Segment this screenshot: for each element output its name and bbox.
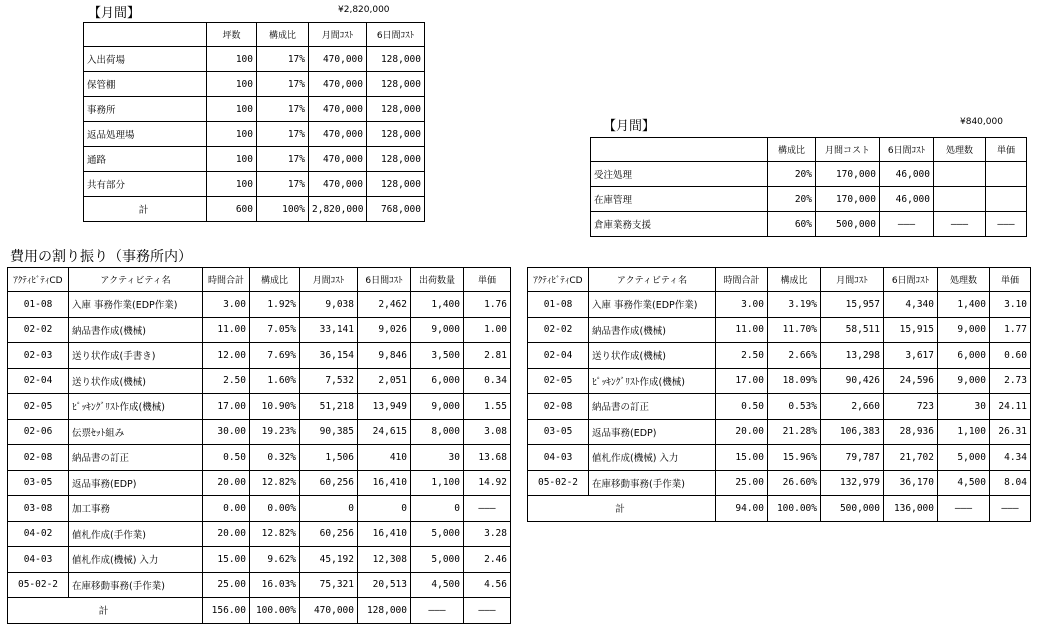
row-value: 05-02-2 [8,572,69,598]
row-value: 0.50 [203,445,250,471]
header-cell: ｱｸﾃｨﾋﾞﾃｨCD [8,268,69,292]
row-value: 13,949 [358,394,411,420]
total-label: 計 [528,496,716,522]
row-value: 20,513 [358,572,411,598]
row-value: 410 [358,445,411,471]
office-cost-table [590,137,1027,237]
row-name: 納品書の訂正 [589,394,716,420]
row-name: 値札作成(機械) 入力 [69,547,203,573]
row-value: 04-03 [8,547,69,573]
row-name: 在庫移動事務(手作業) [69,572,203,598]
row-value: 0.50 [716,394,768,420]
table-row [528,394,1031,420]
table-row [84,97,425,122]
row-value: 106,383 [821,419,884,445]
total-value: 470,000 [300,598,358,624]
header-cell: 単価 [986,138,1027,162]
row-value: 17.00 [716,368,768,394]
row-value: 12.00 [203,343,250,369]
total-value: 136,000 [884,496,938,522]
table-row [84,172,425,197]
row-value: 16.03% [250,572,300,598]
row-value: 21,702 [884,445,938,471]
row-value: 30 [411,445,464,471]
row-value: 24.11 [990,394,1031,420]
header-cell: 月間ｺｽﾄ [821,268,884,292]
row-value: 02-08 [528,394,589,420]
row-value: 0 [411,496,464,522]
row-name: 受注処理 [591,162,768,187]
row-value: 0.60 [990,343,1031,369]
row-value: 30.00 [203,419,250,445]
row-value: 8,000 [411,419,464,445]
header-cell: 構成比 [768,138,816,162]
row-value: 9,000 [938,317,990,343]
row-value: 2,660 [821,394,884,420]
table-row [8,343,511,369]
row-name: 納品書作成(機械) [589,317,716,343]
row-value: 10.90% [250,394,300,420]
row-value: 90,426 [821,368,884,394]
row-name: 入出荷場 [84,47,207,72]
row-value: 16,410 [358,521,411,547]
t2-title: 【月間】 [603,119,656,134]
row-value: 30 [938,394,990,420]
row-value: 45,192 [300,547,358,573]
row-name: 通路 [84,147,207,172]
row-value: 7,532 [300,368,358,394]
row-value: 0.00% [250,496,300,522]
row-value: 02-02 [528,317,589,343]
row-value: 25.00 [716,470,768,496]
header-cell: 6日間ｺｽﾄ [884,268,938,292]
total-value: 600 [207,197,257,222]
row-value: 20% [768,162,816,187]
table-row [84,147,425,172]
row-name: 送り状作成(機械) [589,343,716,369]
row-value: 36,154 [300,343,358,369]
row-value: 20.00 [203,470,250,496]
total-value: ——— [938,496,990,522]
header-cell: 月間ｺｽﾄ [300,268,358,292]
row-value: 90,385 [300,419,358,445]
row-value: 128,000 [367,172,425,197]
total-value: 100.00% [768,496,821,522]
row-value: 1,100 [938,419,990,445]
table-row [591,187,1027,212]
row-value: 11.00 [203,317,250,343]
table-row [8,470,511,496]
row-value: 15.96% [768,445,821,471]
row-value: 9,846 [358,343,411,369]
row-value: 9,000 [411,394,464,420]
row-value: 5,000 [411,547,464,573]
table-row [84,72,425,97]
row-value: 60,256 [300,470,358,496]
row-value: 9,026 [358,317,411,343]
row-value: 0.00 [203,496,250,522]
t1-title: 【月間】 [88,6,141,21]
row-value: 02-03 [8,343,69,369]
table-row [528,317,1031,343]
row-value: 128,000 [367,72,425,97]
table-row [8,547,511,573]
row-value: 02-02 [8,317,69,343]
header-row [591,138,1027,162]
row-value: 25.00 [203,572,250,598]
row-value: 8.04 [990,470,1031,496]
row-value: 723 [884,394,938,420]
row-value: 4.56 [464,572,511,598]
total-value: 100% [257,197,309,222]
row-value [986,162,1027,187]
row-value: 132,979 [821,470,884,496]
row-name: 事務所 [84,97,207,122]
row-value: 500,000 [816,212,880,237]
row-value: 24,596 [884,368,938,394]
table-row [528,343,1031,369]
row-value: 20.00 [203,521,250,547]
row-value: 02-06 [8,419,69,445]
row-value: 0.53% [768,394,821,420]
row-name: 値札作成(機械) 入力 [589,445,716,471]
row-value: ——— [934,212,986,237]
row-value: 28,936 [884,419,938,445]
row-value: 03-05 [8,470,69,496]
header-row [84,23,425,47]
row-value: 470,000 [309,47,367,72]
header-cell: 構成比 [257,23,309,47]
row-value: ——— [880,212,934,237]
row-value: 100 [207,172,257,197]
total-value: 156.00 [203,598,250,624]
row-value: 1.60% [250,368,300,394]
header-cell: 6日間ｺｽﾄ [367,23,425,47]
row-value: 24,615 [358,419,411,445]
row-value: 0 [358,496,411,522]
header-cell: 処理数 [934,138,986,162]
activity-table-right [527,267,1031,522]
row-value: 03-05 [528,419,589,445]
row-value: 17% [257,122,309,147]
row-value: 2.46 [464,547,511,573]
row-value: 5,000 [411,521,464,547]
row-value: 4,500 [938,470,990,496]
header-cell: アクティビティ名 [69,268,203,292]
header-cell: 坪数 [207,23,257,47]
table-row [591,212,1027,237]
row-value: 05-02-2 [528,470,589,496]
activity-table-left [7,267,511,624]
row-value: 170,000 [816,162,880,187]
row-name: 共有部分 [84,172,207,197]
row-name: 送り状作成(機械) [69,368,203,394]
row-value: 1,100 [411,470,464,496]
row-value: 2,462 [358,292,411,318]
row-value: 3,617 [884,343,938,369]
row-value: 26.31 [990,419,1031,445]
total-value: ——— [411,598,464,624]
row-value: 7.05% [250,317,300,343]
row-value: 20% [768,187,816,212]
total-row [528,496,1031,522]
header-row [8,268,511,292]
total-value: 100.00% [250,598,300,624]
row-value: 02-05 [8,394,69,420]
row-value: 3.08 [464,419,511,445]
t1-amount: ¥2,820,000 [338,5,390,15]
row-value: 02-04 [8,368,69,394]
row-name: 値札作成(手作業) [69,521,203,547]
row-value: 9,000 [411,317,464,343]
total-value: 2,820,000 [309,197,367,222]
row-value: 9,038 [300,292,358,318]
header-cell: 月間ｺｽﾄ [309,23,367,47]
header-cell [84,23,207,47]
row-value: 12.82% [250,521,300,547]
table-row [8,496,511,522]
row-value: 26.60% [768,470,821,496]
row-value: 470,000 [309,147,367,172]
row-value: 470,000 [309,72,367,97]
table-row [591,162,1027,187]
row-name: ﾋﾟｯｷﾝｸﾞﾘｽﾄ作成(機械) [69,394,203,420]
row-value: 13,298 [821,343,884,369]
row-value: 60% [768,212,816,237]
table-row [8,317,511,343]
t2-amount: ¥840,000 [960,117,1003,127]
row-value: 7.69% [250,343,300,369]
row-value: 100 [207,47,257,72]
total-value: 94.00 [716,496,768,522]
row-value: 128,000 [367,122,425,147]
header-cell: 処理数 [938,268,990,292]
row-value: 75,321 [300,572,358,598]
header-cell: 構成比 [250,268,300,292]
row-name: 納品書の訂正 [69,445,203,471]
row-value: 2.66% [768,343,821,369]
row-value: 79,787 [821,445,884,471]
row-value: 15,957 [821,292,884,318]
header-cell: 時間合計 [716,268,768,292]
row-name: 加工事務 [69,496,203,522]
header-cell: ｱｸﾃｨﾋﾞﾃｨCD [528,268,589,292]
table-row [8,292,511,318]
row-value: 100 [207,122,257,147]
table-row [8,521,511,547]
row-value: 0 [300,496,358,522]
total-value: ——— [464,598,511,624]
row-value: ——— [464,496,511,522]
row-value: 33,141 [300,317,358,343]
row-value: 2,051 [358,368,411,394]
row-value: 128,000 [367,47,425,72]
row-value: 100 [207,72,257,97]
table-row [8,419,511,445]
row-value: 18.09% [768,368,821,394]
row-value: 0.32% [250,445,300,471]
row-value [986,187,1027,212]
row-value: 1.92% [250,292,300,318]
row-value: 170,000 [816,187,880,212]
row-value: 60,256 [300,521,358,547]
row-value [934,187,986,212]
row-value: 51,218 [300,394,358,420]
row-value: 15.00 [716,445,768,471]
row-name: 伝票ｾｯﾄ組み [69,419,203,445]
row-value: 3,500 [411,343,464,369]
row-value: 1.76 [464,292,511,318]
header-cell: 単価 [464,268,511,292]
row-value: 11.00 [716,317,768,343]
row-value: 6,000 [411,368,464,394]
area-cost-table [83,22,425,222]
row-value: 21.28% [768,419,821,445]
row-value: 2.73 [990,368,1031,394]
row-value: 36,170 [884,470,938,496]
row-value: 4.34 [990,445,1031,471]
total-label: 計 [84,197,207,222]
row-value: 02-04 [528,343,589,369]
total-row [8,598,511,624]
row-value: 2.50 [203,368,250,394]
table-row [528,445,1031,471]
row-value: 17% [257,147,309,172]
header-cell: 6日間ｺｽﾄ [880,138,934,162]
row-name: 入庫 事務作業(EDP作業) [69,292,203,318]
row-value: 9,000 [938,368,990,394]
header-cell: 6日間ｺｽﾄ [358,268,411,292]
total-value: 500,000 [821,496,884,522]
row-value: 04-03 [528,445,589,471]
row-value: 58,511 [821,317,884,343]
row-name: ﾋﾟｯｷﾝｸﾞﾘｽﾄ作成(機械) [589,368,716,394]
header-row [528,268,1031,292]
row-value: 02-05 [528,368,589,394]
row-value: 5,000 [938,445,990,471]
row-name: 返品事務(EDP) [69,470,203,496]
row-value: 17% [257,47,309,72]
total-row [84,197,425,222]
row-value: 46,000 [880,187,934,212]
row-name: 返品事務(EDP) [589,419,716,445]
row-value: 100 [207,97,257,122]
section-title: 費用の割り振り（事務所内） [10,249,192,265]
total-label: 計 [8,598,203,624]
row-value: 17% [257,72,309,97]
row-value: 04-02 [8,521,69,547]
row-value: 1.55 [464,394,511,420]
row-name: 在庫移動事務(手作業) [589,470,716,496]
header-cell: 構成比 [768,268,821,292]
table-row [528,419,1031,445]
header-cell: 月間コスト [816,138,880,162]
row-value: ——— [986,212,1027,237]
row-value: 16,410 [358,470,411,496]
row-value: 01-08 [8,292,69,318]
row-value: 3.19% [768,292,821,318]
table-row [8,445,511,471]
row-value: 100 [207,147,257,172]
row-value: 15,915 [884,317,938,343]
total-value: 768,000 [367,197,425,222]
row-value: 11.70% [768,317,821,343]
row-value: 20.00 [716,419,768,445]
row-value: 1,400 [938,292,990,318]
table-row [528,292,1031,318]
table-row [528,368,1031,394]
row-value: 19.23% [250,419,300,445]
row-value: 2.81 [464,343,511,369]
row-name: 倉庫業務支援 [591,212,768,237]
row-value: 13.68 [464,445,511,471]
row-value: 17% [257,172,309,197]
row-value: 12.82% [250,470,300,496]
row-value: 4,340 [884,292,938,318]
row-value: 12,308 [358,547,411,573]
row-value: 1.00 [464,317,511,343]
row-value: 470,000 [309,97,367,122]
row-value: 0.34 [464,368,511,394]
row-name: 返品処理場 [84,122,207,147]
row-value: 15.00 [203,547,250,573]
total-value: 128,000 [358,598,411,624]
header-cell: 単価 [990,268,1031,292]
row-name: 在庫管理 [591,187,768,212]
row-value: 1.77 [990,317,1031,343]
header-cell: 出荷数量 [411,268,464,292]
table-row [8,368,511,394]
row-value: 03-08 [8,496,69,522]
row-value: 6,000 [938,343,990,369]
table-row [8,572,511,598]
row-value: 4,500 [411,572,464,598]
row-value: 3.00 [716,292,768,318]
row-value: 3.00 [203,292,250,318]
table-row [528,470,1031,496]
row-value: 2.50 [716,343,768,369]
row-value: 128,000 [367,147,425,172]
row-value: 1,506 [300,445,358,471]
row-value: 46,000 [880,162,934,187]
row-value: 470,000 [309,172,367,197]
row-value [934,162,986,187]
row-name: 送り状作成(手書き) [69,343,203,369]
table-row [84,47,425,72]
total-value: ——— [990,496,1031,522]
row-value: 1,400 [411,292,464,318]
row-value: 3.10 [990,292,1031,318]
row-value: 128,000 [367,97,425,122]
header-cell: アクティビティ名 [589,268,716,292]
row-name: 入庫 事務作業(EDP作業) [589,292,716,318]
header-cell: 時間合計 [203,268,250,292]
table-row [84,122,425,147]
table-row [8,394,511,420]
row-value: 3.28 [464,521,511,547]
row-value: 01-08 [528,292,589,318]
row-name: 保管棚 [84,72,207,97]
row-value: 17.00 [203,394,250,420]
row-value: 14.92 [464,470,511,496]
header-cell [591,138,768,162]
row-value: 02-08 [8,445,69,471]
row-name: 納品書作成(機械) [69,317,203,343]
row-value: 470,000 [309,122,367,147]
row-value: 17% [257,97,309,122]
row-value: 9.62% [250,547,300,573]
